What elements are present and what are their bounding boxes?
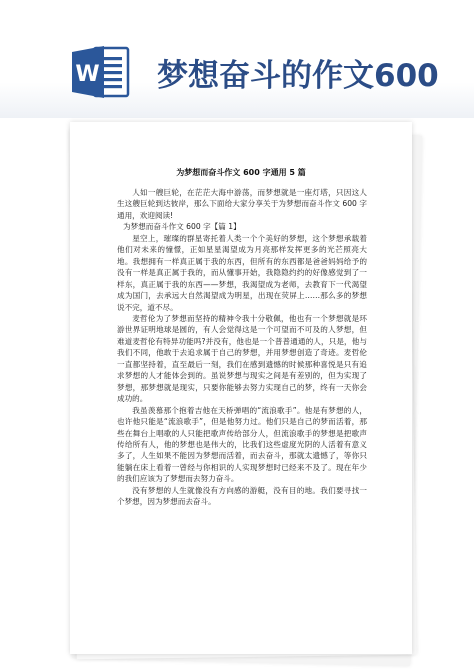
body-paragraph: 星空上，璀璨的群星寄托着人类一个个美好的梦想，这个梦想承载着他们对未来的憧憬，正如星星渴望成为月亮那样发挥更多的光芒照亮大地。我想拥有一样真正属于我的东西，但所有的东西都是爸爸妈妈给予的没有一样是真正属于我的，而从懂事开始，我隐隐约约的好像感觉到了一样东，真正属于我的东西——梦想，我渴望成为老师，去教育下一代渴望成为国门，去承远大自然渴望成为明星，出现在荧屏上……那么多的梦想说不完，道不尽。 xyxy=(117,233,367,312)
section-heading: 为梦想而奋斗作文 600 字【篇 1】 xyxy=(123,222,241,232)
document-preview xyxy=(70,122,418,662)
document-page xyxy=(70,122,412,654)
body-paragraph: 没有梦想的人生就像没有方向感的游艇，没有目的地。我们要寻找一个梦想，因为梦想而去奋斗。 xyxy=(117,485,367,507)
banner-header xyxy=(0,0,474,118)
word-logo-letter: W xyxy=(75,62,100,87)
document-title: 为梦想而奋斗作文 600 字通用 5 篇 xyxy=(176,168,306,177)
intro-paragraph: 人如一艘巨轮，在茫茫大海中游荡，而梦想就是一座灯塔，只因这人生这艘巨轮到达彼岸，那么下面给大家分享关于为梦想而奋斗作文 600 字通用，欢迎阅读! xyxy=(117,188,367,220)
body-paragraph: 我虽羡慕那个抱着吉他在天桥弹唱的“流浪歌手”。他是有梦想的人，也许他只能是“流浪歌手”，但是他努力过。他们只是自己的梦而活着，那些在舞台上唱歌的人只能把歌声传给部分人，但流浪歌手的梦想是把歌声传给所有人，他的梦想也是伟大的，比我们这些虚度光阴的人活着有意义多了，人生如果不能因为梦想而活着，而去奋斗，那就太遗憾了，等你只能躺在床上看着一曾经与你相识的人实现梦想时已经来不及了。现在年少的我们应该为了梦想而去努力奋斗。 xyxy=(117,405,367,484)
banner-title: 梦想奋斗的作文600 xyxy=(157,58,439,94)
document-body xyxy=(117,187,367,508)
body-paragraph: 麦哲伦为了梦想而坚持的精神令我十分敬佩，他也有一个梦想就是环游世界证明地球是圆的，有人会觉得这是一个可望而不可及的人梦想，但难道麦哲伦有特异功能吗?并没有，他也是一个普普通通的人，只是，他与我们不同，他敢于去追求属于自己的梦想，并用梦想创造了奇迹。麦哲伦一直都坚持着，直至最后一刻，我们在感到遗憾的时候那种喜悦是只有追求梦想的人才能体会到的。虽说梦想与现实之间是有差别的，但为实现了梦想，那梦想就是现实，只要你能够去努力实现自己的梦，终有一天你会成功的。 xyxy=(117,313,367,404)
word-document-icon xyxy=(72,44,130,100)
